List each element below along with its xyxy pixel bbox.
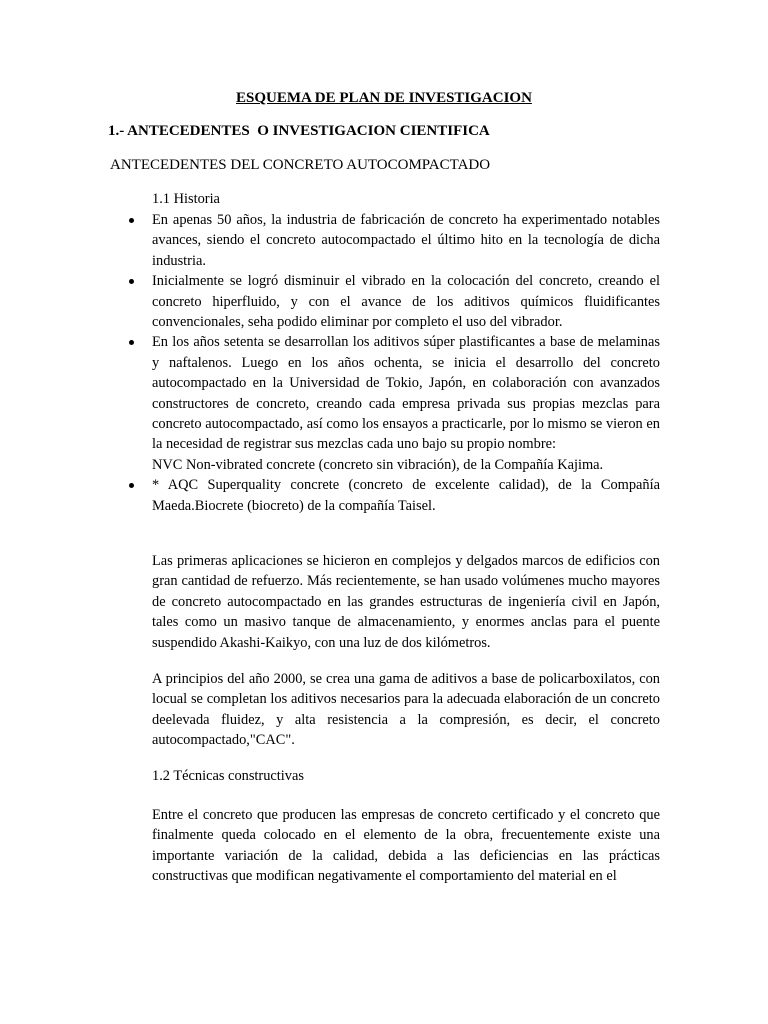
- paragraph-tecnicas-constructivas: Entre el concreto que producen las empresas de concreto certificado y el concreto que finalmente queda colocado en el elemento de la obra, frecuentemente existe una importante variación de la calidad, debida a las deficiencias en las prácticas constructivas que modifican negativamente el comportamiento del material en el: [152, 807, 660, 885]
- document-title: ESQUEMA DE PLAN DE INVESTIGACION: [236, 90, 532, 106]
- bullet-icon: [129, 279, 134, 284]
- bullet-text: En los años setenta se desarrollan los aditivos súper plastificantes a base de melaminas y naftalenos. Luego en los años ochenta, se inicia el desarrollo del concreto autocompactado en la Universidad de Tokio, Japón, en colaboración con avanzados constructores de concreto, creando cada empresa privada sus propias mezclas para concreto autocompactado, así como los ensayos a practicarle, por lo mismo se vieron en la necesidad de registrar sus mezclas cada uno bajo su propio nombre:: [152, 334, 660, 453]
- bullet-icon: [129, 218, 134, 223]
- section-subheading: ANTECEDENTES DEL CONCRETO AUTOCOMPACTADO: [110, 157, 491, 173]
- subsection-title-tecnicas: 1.2 Técnicas constructivas: [152, 768, 304, 784]
- list-item: [152, 475, 660, 516]
- bullet-text: En apenas 50 años, la industria de fabricación de concreto ha experimentado notables avances, siendo el concreto autocompactado el último hito en la tecnología de dicha industria.: [152, 212, 660, 269]
- list-item: [152, 332, 660, 475]
- bullet-text: * AQC Superquality concrete (concreto de excelente calidad), de la Compañía Maeda.Biocrete (biocreto) de la compañía Taisel.: [152, 477, 660, 514]
- paragraph-primeras-aplicaciones: Las primeras aplicaciones se hicieron en complejos y delgados marcos de edificios con gran cantidad de refuerzo. Más recientemente, se han usado volúmenes mucho mayores de concreto autocompactado en las grandes estructuras de ingeniería civil en Japón, tales como un masivo tanque de almacenamiento, y enormes anclas para el puente suspendido Akashi-Kaikyo, con una luz de dos kilómetros.: [152, 553, 660, 651]
- bullet-text: Inicialmente se logró disminuir el vibrado en la colocación del concreto, creando el concreto hiperfluido, y con el avance de los aditivos químicos fluidificantes convencionales, seha podido eliminar por completo el uso del vibrador.: [152, 273, 660, 331]
- list-item: [152, 271, 660, 332]
- paragraph-principios-2000: A principios del año 2000, se crea una gama de aditivos a base de policarboxilatos, con locual se completan los aditivos necesarios para la adecuada elaboración de un concreto deelevada fluidez, y alta resistencia a la compresión, es decir, el concreto autocompactado,"CAC".: [152, 671, 660, 749]
- bullet-extra-line: NVC Non-vibrated concrete (concreto sin vibración), de la Compañía Kajima.: [152, 456, 604, 473]
- history-bullet-list: [152, 210, 660, 516]
- list-item: [152, 210, 660, 271]
- subsection-title-historia: 1.1 Historia: [152, 191, 220, 207]
- bullet-icon: [129, 340, 134, 345]
- bullet-icon: [129, 483, 134, 488]
- section-heading: 1.- ANTECEDENTES O INVESTIGACION CIENTIFICA: [108, 123, 490, 139]
